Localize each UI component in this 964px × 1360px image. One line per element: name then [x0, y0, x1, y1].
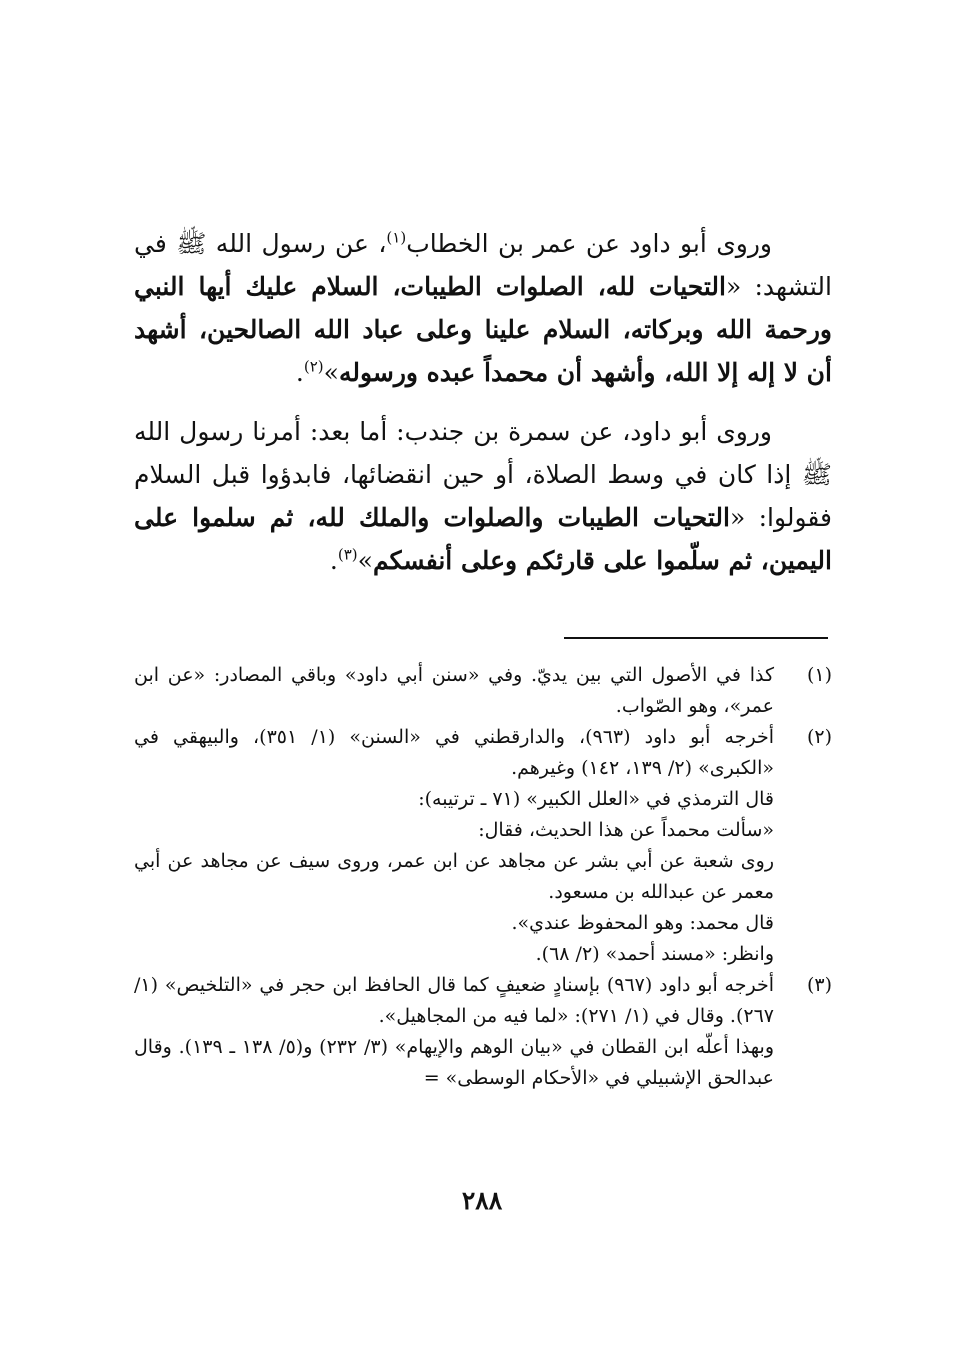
footnote-number: (٣)	[806, 974, 832, 996]
tashahhud-quote-1: التحيات لله، الصلوات الطيبات، السلام عليك أيها النبي ورحمة الله وبركاته، السلام علينا وعلى عباد الله الصالحين، أشهد أن لا إله إلا الله، وأشهد أن محمداً عبده ورسوله	[134, 272, 832, 387]
footnote-3	[134, 970, 832, 1094]
footnote-number: (١)	[806, 664, 832, 686]
paragraph-2	[134, 410, 832, 582]
paragraph-1-text-d: .	[295, 358, 304, 387]
paragraph-1-text-c: »	[323, 358, 339, 387]
footnotes	[134, 660, 832, 1094]
footnote-line: قال الترمذي في «العلل الكبير» (٧١ ـ ترتيبه):	[418, 788, 774, 810]
paragraph-2-text-a: وروى أبو داود، عن سمرة بن جندب: أما بعد: أمرنا رسول الله ﷺ إذا كان في وسط الصلاة، أو حين انقضائها، فابدؤوا قبل السلام فقولوا: «	[134, 417, 832, 532]
footnote-line: وانظر: «مسند أحمد» (٢/ ٦٨).	[535, 943, 774, 965]
page-number: ٢٨٨	[461, 1186, 503, 1215]
footnote-line: وبهذا أعلّه ابن القطان في «بيان الوهم والإيهام» (٣/ ٢٣٢) و(٥/ ١٣٨ ـ ١٣٩). وقال عبدالحق الإشبيلي في «الأحكام الوسطى» =	[134, 1036, 775, 1089]
footnote-2	[134, 722, 832, 970]
footnote-separator	[564, 637, 828, 639]
paragraph-1	[134, 222, 832, 394]
footnote-ref-3: (٣)	[337, 545, 358, 564]
paragraph-2-text-b: »	[357, 546, 373, 575]
footnote-line: «سألت محمداً عن هذا الحديث، فقال:	[478, 819, 774, 841]
footnote-ref-2: (٢)	[303, 357, 324, 376]
footnote-number: (٢)	[806, 726, 832, 748]
footnote-line: روى شعبة عن أبي بشر عن مجاهد عن ابن عمر، وروى سيف عن مجاهد عن أبي معمر عن عبدالله بن مسعود.	[134, 850, 774, 903]
footnote-line: كذا في الأصول التي بين يديّ. وفي «سنن أبي داود» وباقي المصادر: «عن ابن عمر»، وهو الصّواب.	[134, 664, 774, 717]
paragraph-1-text-b: ، عن رسول الله ﷺ في التشهد: «	[134, 229, 832, 301]
footnote-1	[134, 660, 832, 722]
footnote-line: أخرجه أبو داود (٩٦٧) بإسنادٍ ضعيفٍ كما قال الحافظ ابن حجر في «التلخيص» (١/ ٢٦٧). وقال في (١/ ٢٧١): «لما فيه من المجاهيل».	[134, 974, 774, 1027]
paragraph-1-text-a: وروى أبو داود عن عمر بن الخطاب	[406, 229, 772, 258]
footnote-line: أخرجه أبو داود (٩٦٣)، والدارقطني في «السنن» (١/ ٣٥١)، والبيهقي في «الكبرى» (٢/ ١٣٩، ١٤٢) وغيرهم.	[134, 726, 774, 779]
paragraph-2-text-c: .	[329, 546, 338, 575]
footnote-line: قال محمد: وهو المحفوظ عندي».	[511, 912, 774, 934]
main-text	[134, 222, 832, 598]
tashahhud-quote-2: التحيات الطيبات والصلوات والملك لله، ثم سلموا على اليمين، ثم سلّموا على قارئكم وعلى أنفسكم	[134, 503, 832, 575]
footnote-ref-1: (١)	[386, 228, 407, 247]
